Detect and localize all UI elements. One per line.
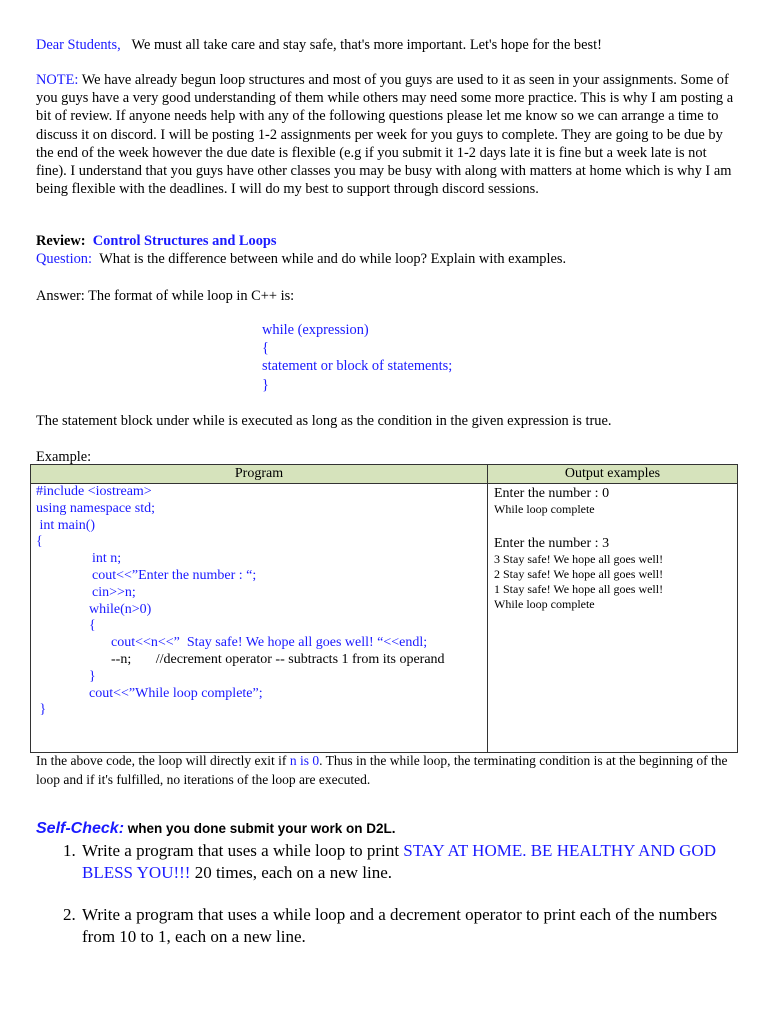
task-list <box>36 840 730 968</box>
output2-line: While loop complete <box>494 597 595 611</box>
note-paragraph <box>36 71 736 198</box>
program-header: Program <box>31 465 488 484</box>
question-label: Question: <box>36 251 92 267</box>
while-syntax-block <box>262 321 452 394</box>
question-text: What is the difference between while and do while loop? Explain with examples. <box>99 251 567 267</box>
code-line: cin>>n; <box>92 584 136 600</box>
code-line-cout: cout<<n<<” Stay safe! We hope all goes well! “<<endl; <box>111 635 428 651</box>
output2-prompt: Enter the number : 3 <box>494 536 610 551</box>
task2-text: Write a program that uses a while loop and a decrement operator to print each of the numbers from 10 to 1, each on a new line. <box>82 905 718 946</box>
code-line <box>31 635 487 652</box>
syntax-line: } <box>262 376 269 393</box>
output1-line: While loop complete <box>494 502 595 516</box>
task1-pre: Write a program that uses a while loop to print <box>82 841 404 860</box>
table-row <box>31 484 738 753</box>
code-line: using namespace std; <box>36 500 155 516</box>
code-line: int main() <box>36 517 96 533</box>
explanation-paragraph <box>36 752 736 789</box>
answer-intro: Answer: The format of while loop in C++ is: <box>36 288 295 304</box>
table-header-row <box>31 465 738 484</box>
explanation-post: . Thus in the while loop, the terminating condition is at the beginning of the loop and if it's fulfilled, no iterations of the loop are executed. <box>36 753 728 787</box>
code-line: { <box>36 534 43 550</box>
task1-highlight: STAY AT HOME. BE HEALTHY AND GOD BLESS YOU!!! <box>82 841 716 882</box>
code-line: cout<<”Enter the number : “; <box>92 567 257 583</box>
statement-paragraph: The statement block under while is executed as long as the condition in the given expression is true. <box>36 413 612 429</box>
output2-line: 1 Stay safe! We hope all goes well! <box>494 582 664 596</box>
output-cell <box>488 484 738 753</box>
program-cell <box>31 484 488 753</box>
example-label: Example: <box>36 449 92 465</box>
code-line: int n; <box>92 551 122 567</box>
list-item <box>80 840 730 884</box>
task1-post: 20 times, each on a new line. <box>190 863 393 882</box>
greeting-message: We must all take care and stay safe, that's more important. Let's hope for the best! <box>131 37 602 53</box>
note-label: NOTE: <box>36 72 79 88</box>
code-line: while(n>0) <box>89 601 152 617</box>
self-check-title: Self-Check: <box>36 820 125 837</box>
greeting-salutation: Dear Students, <box>36 37 121 53</box>
code-line: { <box>89 618 96 634</box>
code-line: } <box>36 702 47 718</box>
output2-line: 2 Stay safe! We hope all goes well! <box>494 567 664 581</box>
output2-line: 3 Stay safe! We hope all goes well! <box>494 552 664 566</box>
syntax-line: while (expression) <box>262 322 369 338</box>
syntax-line: statement or block of statements; <box>262 358 453 375</box>
output-header: Output examples <box>488 465 738 484</box>
explanation-highlight: n is 0 <box>289 753 320 768</box>
code-line: --n; //decrement operator -- subtracts 1 from its operand <box>111 651 445 667</box>
syntax-line: { <box>262 340 269 357</box>
greeting-paragraph <box>36 36 736 54</box>
self-check-heading <box>36 820 396 838</box>
output1-prompt: Enter the number : 0 <box>494 486 610 501</box>
code-line: } <box>89 668 96 684</box>
review-heading <box>36 232 277 250</box>
note-text: We have already begun loop structures and most of you guys are used to it as seen in your assignments. Some of you guys have a very good understanding of them while others may need some more practice. This is why I am posting a bit of review. If anyone needs help with any of the following questions please let me know so we can arrange a time to discuss it on discord. I will be posting 1-2 assignments per week for you guys to complete. They are going to be due by the end of the week however the due date is flexible (e.g if you submit it 1-2 days late it is fine but a week late is not fine). I understand that you guys have other classes you may be busy with along with matters at home which is why I am being flexible with the deadlines. I will do my best to support through discord sessions. <box>36 72 734 198</box>
list-item <box>80 904 730 948</box>
review-title: Control Structures and Loops <box>92 233 277 249</box>
question-line <box>36 250 566 268</box>
code-line: cout<<”While loop complete”; <box>89 685 263 701</box>
example-table <box>30 464 738 753</box>
explanation-pre: In the above code, the loop will directly exit if <box>36 753 290 768</box>
self-check-subtitle: when you done submit your work on D2L. <box>124 821 396 836</box>
review-label: Review: <box>36 233 86 249</box>
code-line: #include <iostream> <box>36 484 152 499</box>
